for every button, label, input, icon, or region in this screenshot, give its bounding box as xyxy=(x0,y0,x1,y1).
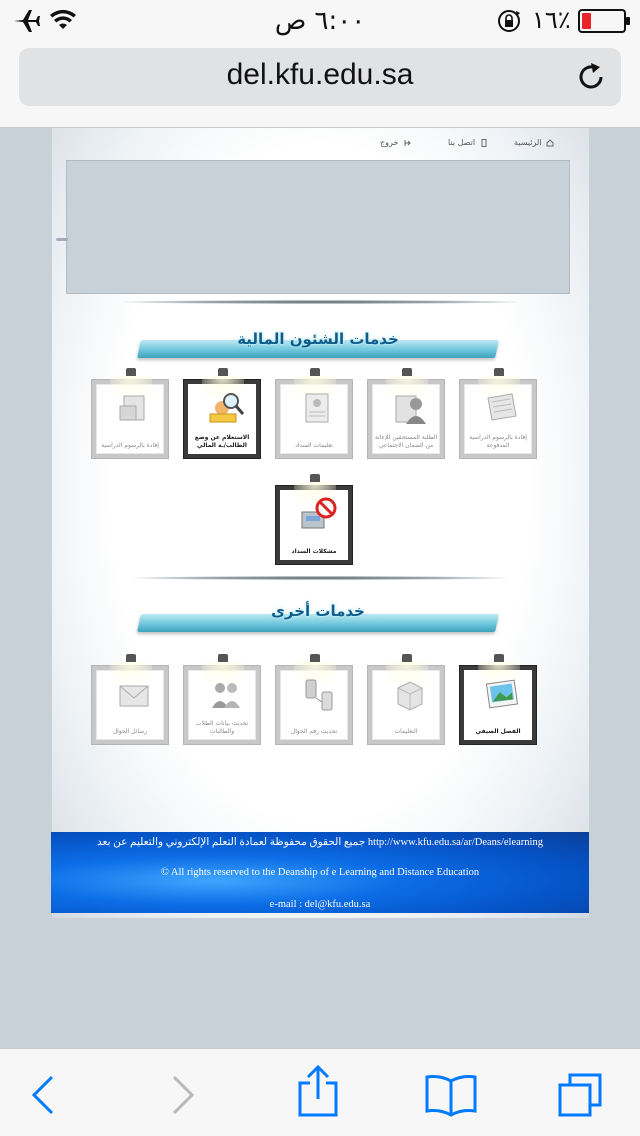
footer-email[interactable]: e-mail : del@kfu.edu.sa xyxy=(269,899,371,910)
magnifier-money-icon xyxy=(206,390,246,426)
tile-label: الاستعلام عن وضع الطالب/ـة المالي xyxy=(194,434,250,449)
tile-payment-problems[interactable] xyxy=(276,486,352,564)
lamp-decoration xyxy=(218,654,228,662)
home-icon xyxy=(546,139,554,147)
tile-label: إفادة بالرسوم الدراسية المدفوعة xyxy=(469,434,527,449)
tile-instructions[interactable] xyxy=(368,666,444,744)
tile-update-mobile-number[interactable] xyxy=(276,666,352,744)
lamp-decoration xyxy=(402,654,412,662)
bookmarks-icon[interactable] xyxy=(424,1073,478,1117)
footer-rights-english: © All rights reserved to the Deanship of e Learning and Distance Education xyxy=(160,867,480,878)
page-content xyxy=(52,128,589,918)
reload-icon[interactable] xyxy=(575,61,607,93)
banner-image xyxy=(66,160,570,294)
tile-label: تحديث بيانات الطلاب والطالبات xyxy=(195,720,249,735)
lamp-decoration xyxy=(310,474,320,482)
no-entry-machine-icon xyxy=(298,496,338,532)
tile-financial-status-inquiry[interactable] xyxy=(184,380,260,458)
nav-contact[interactable] xyxy=(448,138,488,147)
student-user-icon xyxy=(390,390,430,426)
tile-fees-certificate[interactable] xyxy=(92,380,168,458)
address-bar[interactable] xyxy=(19,48,621,106)
lamp-decoration xyxy=(126,654,136,662)
paid-fees-icon xyxy=(482,390,522,426)
status-time: ٦:٠٠ ص xyxy=(274,6,366,36)
nav-home[interactable] xyxy=(514,138,554,147)
battery-icon xyxy=(578,9,632,33)
browser-toolbar xyxy=(0,1048,640,1136)
mobile-phone-icon xyxy=(298,676,338,712)
lamp-decoration xyxy=(494,654,504,662)
web-page xyxy=(0,128,640,1048)
lamp-decoration xyxy=(218,368,228,376)
divider xyxy=(132,576,508,580)
tile-label: تحديث رقم الجوال xyxy=(290,728,338,735)
tabs-icon[interactable] xyxy=(558,1073,602,1117)
url-text[interactable]: del.kfu.edu.sa xyxy=(226,58,414,91)
share-icon[interactable] xyxy=(296,1065,340,1117)
tile-label: تعليمات السداد xyxy=(295,442,333,449)
lamp-decoration xyxy=(494,368,504,376)
box-icon xyxy=(390,676,430,712)
tile-paid-fees-certificate[interactable] xyxy=(460,380,536,458)
nav-logout[interactable] xyxy=(380,138,411,147)
page-footer xyxy=(51,832,589,913)
logout-icon xyxy=(403,139,411,147)
instructions-icon xyxy=(298,390,338,426)
tile-label: إفادة بالرسوم الدراسية xyxy=(101,442,159,449)
section-title-other: خدمات أخرى xyxy=(271,602,365,620)
tile-label: رسائل الجوال xyxy=(112,728,148,735)
lamp-decoration xyxy=(402,368,412,376)
phone-icon xyxy=(480,139,488,147)
divider xyxy=(122,300,520,304)
tile-label: الفصل الصيفي xyxy=(475,728,521,735)
tile-social-security-students[interactable] xyxy=(368,380,444,458)
tile-update-student-data[interactable] xyxy=(184,666,260,744)
tile-payment-instructions[interactable] xyxy=(276,380,352,458)
tile-summer-semester[interactable] xyxy=(460,666,536,744)
lamp-decoration xyxy=(310,368,320,376)
section-title-financial: خدمات الشئون المالية xyxy=(237,330,399,348)
students-group-icon xyxy=(206,676,246,712)
browser-address-area xyxy=(0,40,640,128)
nav-logout-label: خروج xyxy=(380,138,399,147)
battery-percent: ١٦٪ xyxy=(532,6,571,34)
tile-label: مشكلات السداد xyxy=(291,548,337,555)
tile-mobile-messages[interactable] xyxy=(92,666,168,744)
nav-contact-label: اتصل بنا xyxy=(448,138,476,147)
lamp-decoration xyxy=(310,654,320,662)
summer-photo-icon xyxy=(482,676,522,712)
back-icon[interactable] xyxy=(22,1073,66,1117)
status-bar xyxy=(0,0,640,40)
nav-home-label: الرئيسية xyxy=(514,138,542,147)
tile-label: التعليمات xyxy=(394,728,418,735)
fees-document-icon xyxy=(114,390,154,426)
lamp-decoration xyxy=(126,368,136,376)
tile-label: الطلبة المستحقين للإعانة من الضمان الاجتماعي xyxy=(374,434,438,449)
envelope-icon xyxy=(114,676,154,712)
top-navigation xyxy=(52,138,589,154)
forward-icon[interactable] xyxy=(160,1073,204,1117)
banner-decoration xyxy=(56,238,68,241)
footer-rights-arabic: جميع الحقوق محفوظة لعمادة التعلم الإلكتروني والتعليم عن بعد http://www.kfu.edu.sa/ar/Deans/elearning xyxy=(97,837,543,848)
rotation-lock-icon xyxy=(496,8,522,34)
